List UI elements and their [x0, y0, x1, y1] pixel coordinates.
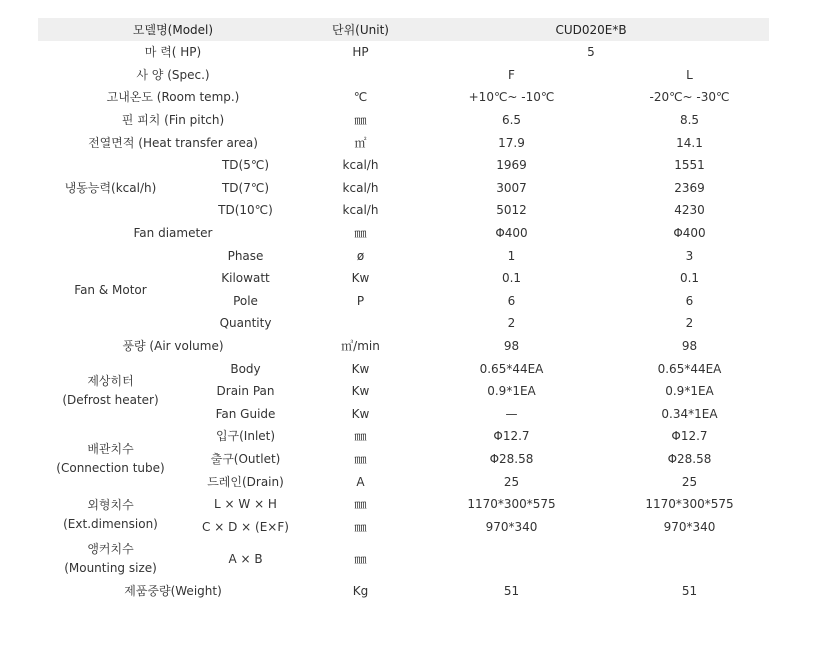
row-unit: kcal/h — [342, 203, 379, 218]
header-model-value: CUD020E*B — [413, 18, 769, 41]
value-f: F — [508, 67, 515, 82]
value-l: 51 — [681, 584, 698, 599]
group-label: 냉동능력(kcal/h) — [64, 180, 157, 195]
table-row — [38, 425, 769, 448]
row-unit: P — [356, 293, 365, 308]
value-f: Φ400 — [495, 226, 528, 241]
value-f: 0.1 — [501, 271, 522, 286]
value-l: -20℃~ -30℃ — [649, 90, 730, 105]
group-label-en: (Connection tube) — [56, 460, 165, 475]
group-label: Fan & Motor — [74, 282, 147, 297]
row-label: 마 력( HP) — [144, 45, 202, 60]
value-f: 0.65*44EA — [479, 361, 544, 376]
value-l: 0.34*1EA — [661, 406, 718, 421]
row-unit — [308, 312, 413, 335]
value-f: 3007 — [496, 180, 527, 195]
group-label — [38, 538, 183, 579]
row-unit: kcal/h — [342, 158, 379, 173]
sub-label: Kilowatt — [221, 271, 270, 286]
value-f: 970*340 — [485, 519, 538, 534]
table-row — [38, 244, 769, 267]
sub-label: TD(5℃) — [221, 158, 270, 173]
table-row — [38, 357, 769, 380]
value-l: 14.1 — [676, 135, 703, 150]
group-label-ko: 제상히터 — [87, 374, 134, 389]
value-l — [610, 538, 769, 579]
row-unit: Kw — [351, 384, 370, 399]
table-row — [38, 86, 769, 109]
value-f: 5012 — [496, 203, 527, 218]
value-l: 98 — [681, 339, 698, 354]
row-unit: kcal/h — [342, 180, 379, 195]
sub-label: Phase — [227, 248, 264, 263]
value-f: +10℃~ -10℃ — [468, 90, 555, 105]
row-label: 전열면적 (Heat transfer area) — [88, 135, 258, 150]
value-f: 1969 — [496, 158, 527, 173]
value-f: 0.9*1EA — [487, 384, 536, 399]
sub-label: L × W × H — [214, 497, 277, 512]
sub-label: Pole — [233, 293, 258, 308]
value-l: Φ12.7 — [671, 429, 708, 444]
row-unit: ㎜ — [354, 429, 367, 444]
table-row — [38, 335, 769, 358]
value-l: 8.5 — [679, 113, 700, 128]
value-l: Φ400 — [673, 226, 706, 241]
group-label-en: (Defrost heater) — [62, 393, 159, 408]
value-l: 1170*300*575 — [645, 497, 734, 512]
row-unit: ㎥/min — [341, 339, 380, 354]
row-unit: Kg — [352, 584, 369, 599]
row-label: 고내온도 (Room temp.) — [106, 90, 240, 105]
value-l: 25 — [681, 474, 698, 489]
value-l: L — [686, 67, 693, 82]
row-label: 핀 피치 (Fin pitch) — [121, 113, 225, 128]
value-l: 1551 — [674, 158, 705, 173]
value-l: 0.65*44EA — [657, 361, 722, 376]
value-l: 2 — [685, 316, 694, 331]
sub-label: A × B — [228, 551, 263, 566]
row-unit: ㎡ — [354, 135, 367, 150]
value-f — [413, 538, 610, 579]
value-l: 4230 — [674, 203, 705, 218]
header-unit: 단위(Unit) — [308, 18, 413, 41]
row-label: 사 양 (Spec.) — [136, 67, 210, 82]
row-unit: ㎜ — [354, 497, 367, 512]
group-label-en: (Ext.dimension) — [63, 517, 158, 532]
group-label-ko: 배관치수 — [87, 441, 134, 456]
table-row — [38, 131, 769, 154]
sub-label: C × D × (E×F) — [202, 519, 289, 534]
table-row — [38, 109, 769, 132]
value-f: 2 — [507, 316, 516, 331]
spec-table — [38, 18, 769, 603]
row-unit: A — [356, 474, 365, 489]
value-l: 970*340 — [663, 519, 716, 534]
group-label — [38, 357, 183, 425]
header-model: 모델명(Model) — [38, 18, 308, 41]
row-label: 제품중량(Weight) — [124, 584, 222, 599]
table-row — [38, 154, 769, 177]
sub-label: Fan Guide — [215, 406, 276, 421]
row-unit: Kw — [351, 406, 370, 421]
value-l: 0.1 — [679, 271, 700, 286]
value-l: 0.9*1EA — [665, 384, 714, 399]
row-label: 풍량 (Air volume) — [122, 339, 224, 354]
row-unit: Kw — [351, 361, 370, 376]
row-unit: ㎜ — [354, 519, 367, 534]
row-unit: ㎜ — [354, 113, 367, 128]
row-unit: ø — [356, 248, 365, 263]
row-unit: HP — [352, 45, 369, 60]
value-l: 6 — [685, 293, 694, 308]
value-f: 51 — [503, 584, 520, 599]
value-l: 2369 — [674, 180, 705, 195]
row-label: Fan diameter — [133, 226, 213, 241]
row-value: 5 — [587, 45, 595, 60]
sub-label: Body — [230, 361, 261, 376]
value-f: 6.5 — [501, 113, 522, 128]
sub-label: Quantity — [219, 316, 272, 331]
row-unit: ㎜ — [354, 551, 367, 566]
row-unit: ℃ — [353, 90, 368, 105]
table-row — [38, 222, 769, 245]
table-row — [38, 579, 769, 603]
row-unit: ㎜ — [354, 451, 367, 466]
value-f: — — [505, 406, 518, 421]
value-f: Φ28.58 — [489, 451, 534, 466]
value-f: 98 — [503, 339, 520, 354]
value-f: 17.9 — [498, 135, 525, 150]
sub-label: 입구(Inlet) — [215, 429, 276, 444]
group-label-ko: 앵커치수 — [87, 541, 134, 556]
sub-label: TD(10℃) — [218, 203, 273, 218]
value-l: Φ28.58 — [667, 451, 712, 466]
row-unit: Kw — [351, 271, 370, 286]
table-row — [38, 41, 769, 64]
sub-label: TD(7℃) — [221, 180, 270, 195]
sub-label: Drain Pan — [216, 384, 275, 399]
value-f: 1170*300*575 — [467, 497, 556, 512]
value-f: 6 — [507, 293, 516, 308]
group-label — [38, 425, 183, 493]
row-unit — [308, 64, 413, 87]
table-header — [38, 18, 769, 41]
table-row — [38, 64, 769, 87]
value-f: 1 — [507, 248, 516, 263]
value-l: 3 — [685, 248, 694, 263]
sub-label: 출구(Outlet) — [210, 451, 281, 466]
value-f: 25 — [503, 474, 520, 489]
table-row — [38, 493, 769, 516]
group-label-en: (Mounting size) — [64, 560, 157, 575]
table-row — [38, 538, 769, 579]
sub-label: 드레인(Drain) — [207, 474, 284, 489]
group-label-ko: 외형치수 — [87, 498, 134, 513]
row-unit: ㎜ — [354, 226, 367, 241]
value-f: Φ12.7 — [493, 429, 530, 444]
group-label — [38, 493, 183, 538]
